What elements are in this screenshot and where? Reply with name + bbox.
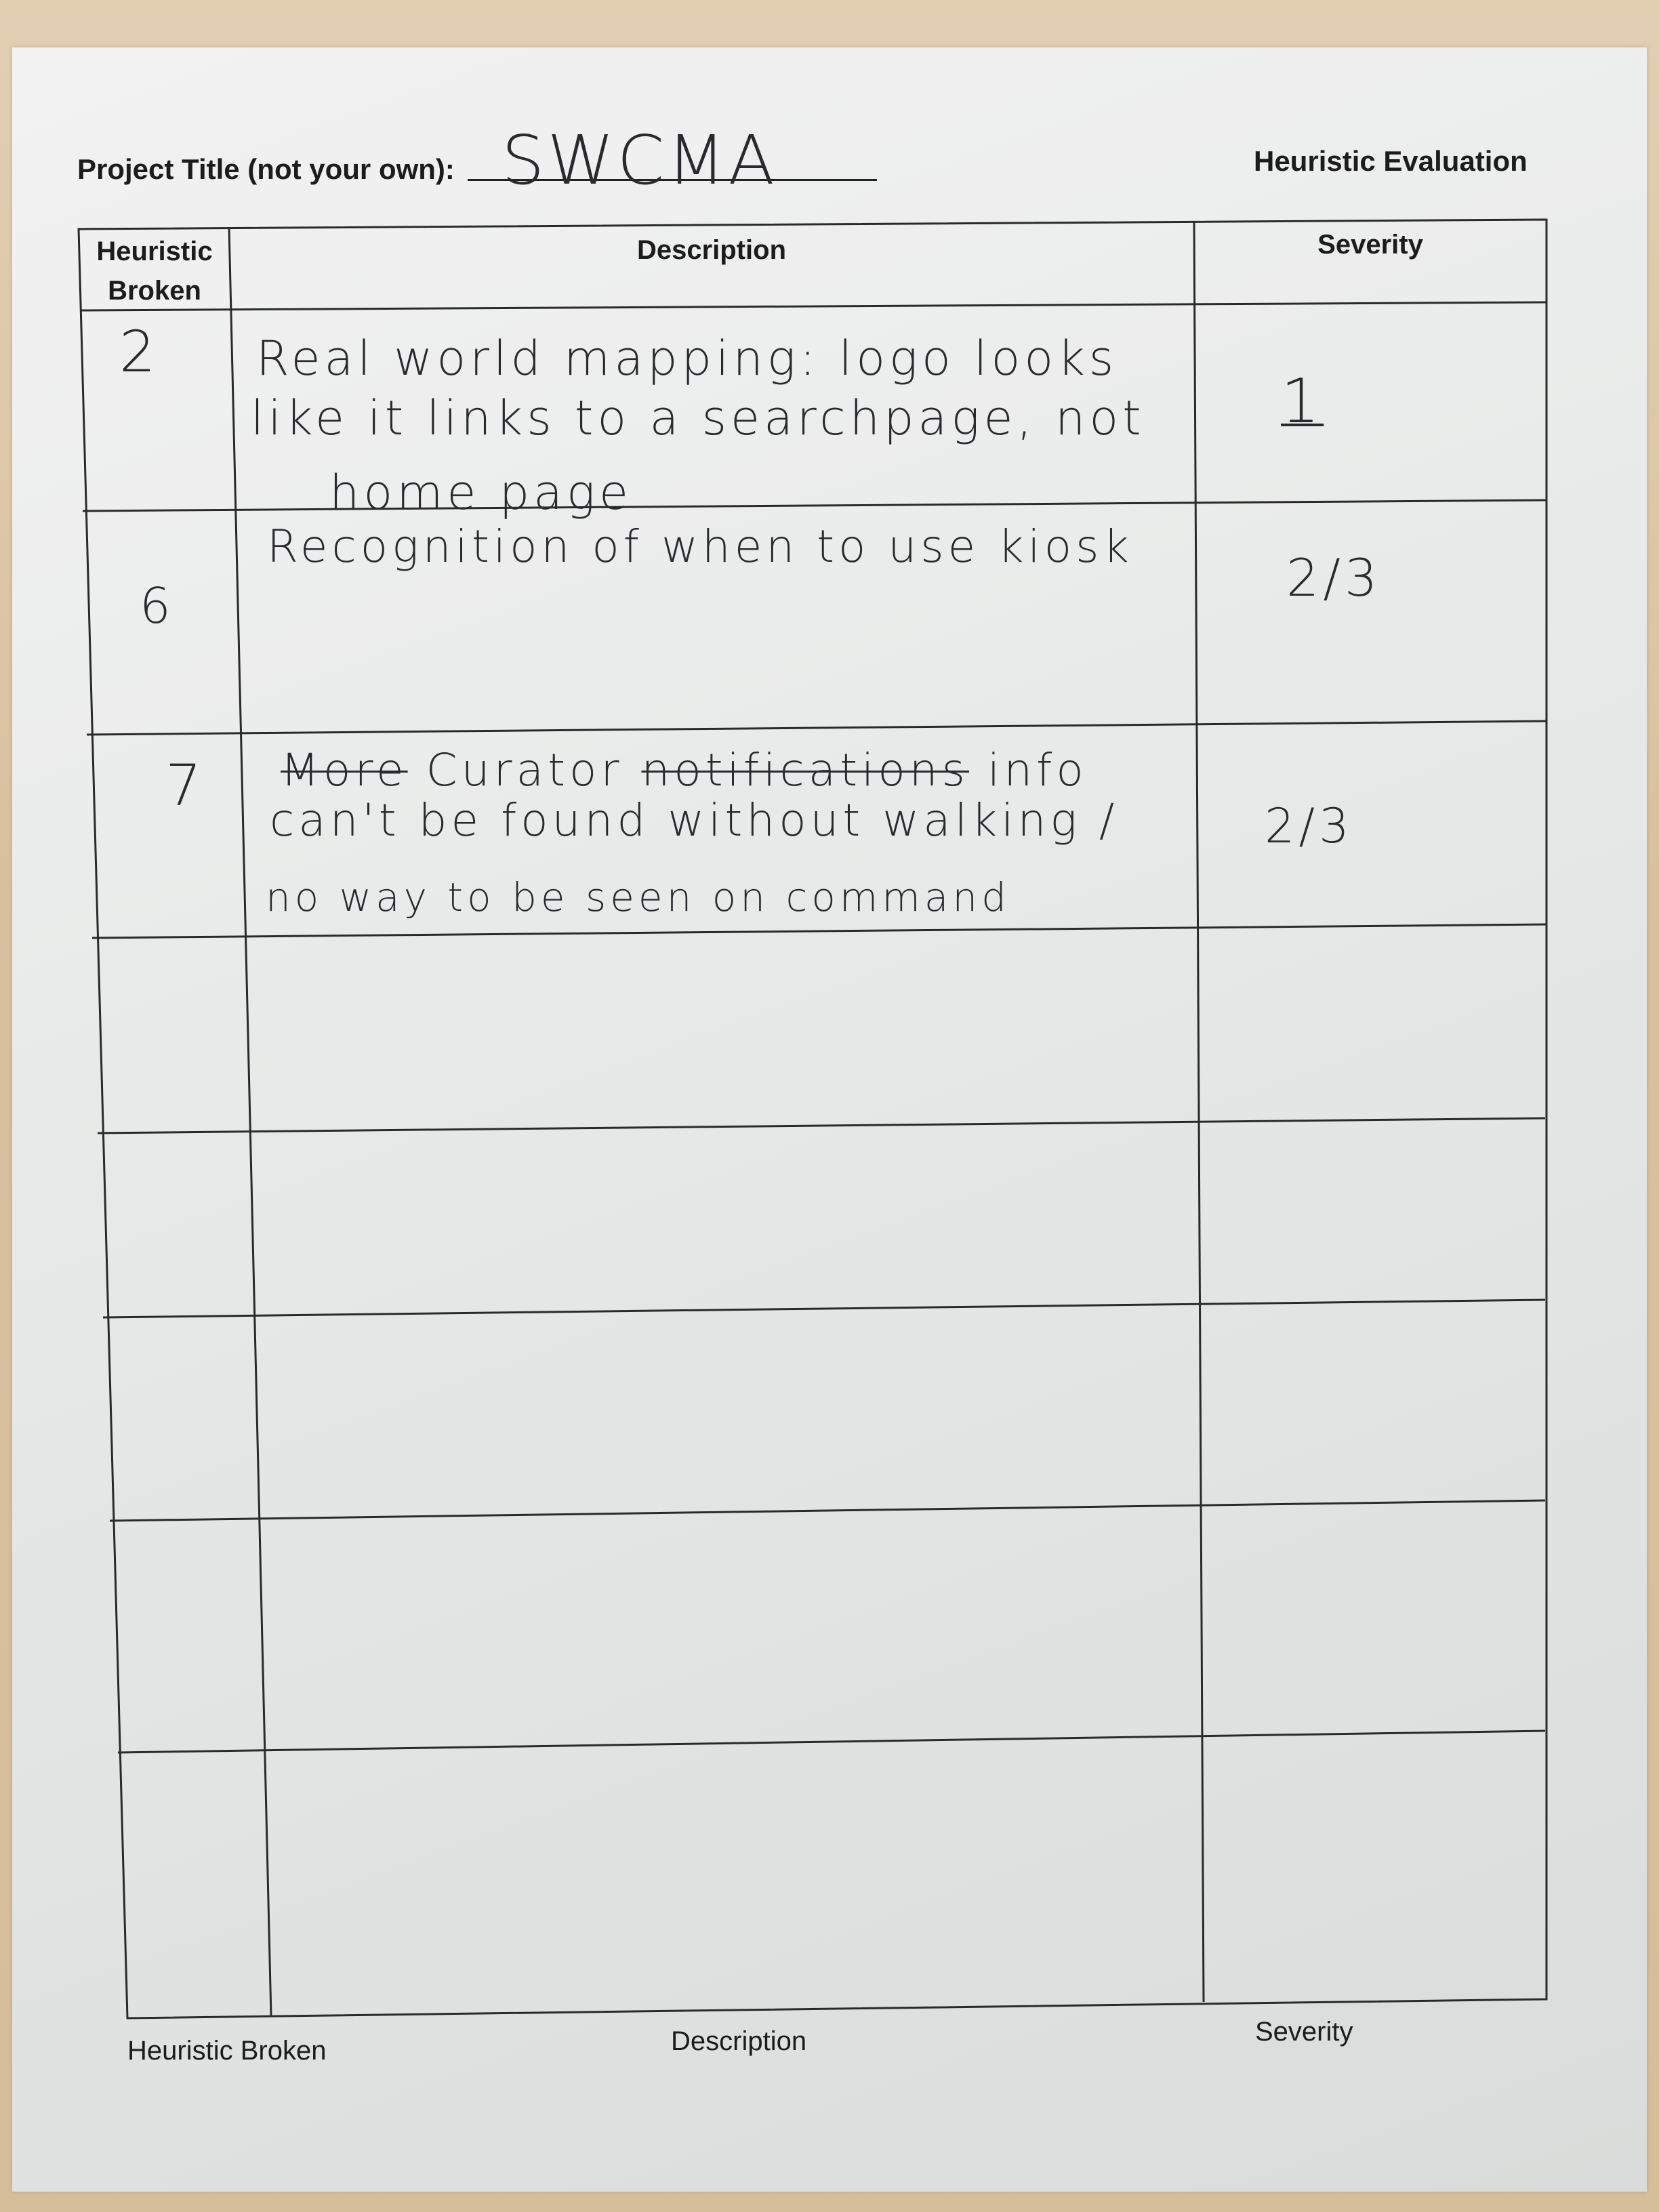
row2-description-line1: Recognition of when to use kiosk <box>267 520 1133 573</box>
row1-heuristic: 2 <box>119 319 160 385</box>
row3-struck-word-1: More <box>281 744 408 796</box>
row1-description-line3: home page <box>329 465 633 520</box>
row3-word-curator: Curator <box>426 744 623 796</box>
project-title-label: Project Title (not your own): <box>77 153 455 185</box>
row3-severity: 2/3 <box>1265 798 1353 854</box>
row1-description-line2: like it links to a searchpage, not <box>251 390 1145 446</box>
row3-word-info: info <box>987 744 1088 796</box>
footer-description: Description <box>671 2026 807 2056</box>
row3-heuristic: 7 <box>165 752 206 819</box>
footer-severity: Severity <box>1255 2017 1353 2047</box>
column-header-severity: Severity <box>1317 230 1423 260</box>
row1-severity: 1 <box>1281 366 1324 437</box>
project-title-value: SWCMA <box>501 121 777 200</box>
row3-struck-word-2: notifications <box>641 744 970 796</box>
footer-heuristic-broken: Heuristic Broken <box>127 2036 327 2066</box>
column-header-description: Description <box>636 235 787 265</box>
row3-description-line2: can't be found without walking / <box>270 794 1119 846</box>
row1-description-line1: Real world mapping: logo looks <box>256 331 1118 386</box>
row2-heuristic: 6 <box>140 577 175 634</box>
row3-description-line1 <box>281 744 1088 796</box>
form-title: Heuristic Evaluation <box>1254 145 1528 177</box>
row2-severity: 2/3 <box>1286 548 1382 608</box>
column-header-heuristic: Heuristic Broken <box>96 237 213 306</box>
row3-description-line3: no way to be seen on command <box>266 874 1010 920</box>
